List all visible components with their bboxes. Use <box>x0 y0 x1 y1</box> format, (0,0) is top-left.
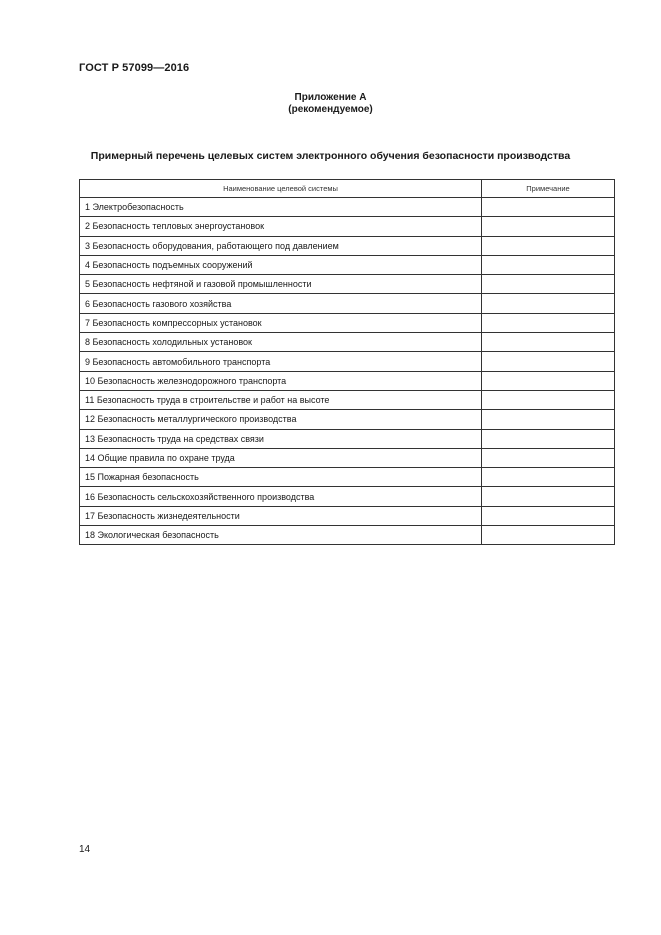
note-cell <box>482 236 615 255</box>
table-row <box>80 506 615 525</box>
table-row <box>80 468 615 487</box>
table-row <box>80 526 615 545</box>
column-header-name: Наименование целевой системы <box>80 180 482 198</box>
note-cell <box>482 294 615 313</box>
table-row <box>80 448 615 467</box>
target-systems-table <box>79 179 615 545</box>
system-name-cell: 6 Безопасность газового хозяйства <box>80 294 482 313</box>
system-name-cell: 8 Безопасность холодильных установок <box>80 333 482 352</box>
table-row <box>80 487 615 506</box>
page-number: 14 <box>79 844 91 855</box>
system-name-cell: 14 Общие правила по охране труда <box>80 448 482 467</box>
table-row <box>80 217 615 236</box>
note-cell <box>482 371 615 390</box>
note-cell <box>482 429 615 448</box>
note-cell <box>482 352 615 371</box>
system-name-cell: 15 Пожарная безопасность <box>80 468 482 487</box>
table-row <box>80 275 615 294</box>
table-row <box>80 313 615 332</box>
column-header-note: Примечание <box>482 180 615 198</box>
system-name-cell: 3 Безопасность оборудования, работающего под давлением <box>80 236 482 255</box>
note-cell <box>482 448 615 467</box>
note-cell <box>482 468 615 487</box>
table-row <box>80 333 615 352</box>
table-row <box>80 390 615 409</box>
note-cell <box>482 255 615 274</box>
document-header: ГОСТ Р 57099—2016 <box>79 62 190 74</box>
appendix-title: Приложение А <box>294 92 367 103</box>
note-cell <box>482 313 615 332</box>
table-header-row <box>80 180 615 198</box>
system-name-cell: 11 Безопасность труда в строительстве и работ на высоте <box>80 390 482 409</box>
table-row <box>80 371 615 390</box>
table-body <box>80 198 615 545</box>
section-title: Примерный перечень целевых систем электронного обучения безопасности производства <box>90 150 571 162</box>
system-name-cell: 5 Безопасность нефтяной и газовой промышленности <box>80 275 482 294</box>
system-name-cell: 7 Безопасность компрессорных установок <box>80 313 482 332</box>
system-name-cell: 9 Безопасность автомобильного транспорта <box>80 352 482 371</box>
table-row <box>80 352 615 371</box>
system-name-cell: 2 Безопасность тепловых энергоустановок <box>80 217 482 236</box>
table-row <box>80 410 615 429</box>
table-row <box>80 294 615 313</box>
note-cell <box>482 526 615 545</box>
table-row <box>80 198 615 217</box>
note-cell <box>482 333 615 352</box>
note-cell <box>482 410 615 429</box>
appendix-heading <box>0 92 661 116</box>
note-cell <box>482 217 615 236</box>
system-name-cell: 18 Экологическая безопасность <box>80 526 482 545</box>
note-cell <box>482 275 615 294</box>
note-cell <box>482 487 615 506</box>
note-cell <box>482 198 615 217</box>
system-name-cell: 4 Безопасность подъемных сооружений <box>80 255 482 274</box>
system-name-cell: 13 Безопасность труда на средствах связи <box>80 429 482 448</box>
system-name-cell: 1 Электробезопасность <box>80 198 482 217</box>
system-name-cell: 16 Безопасность сельскохозяйственного производства <box>80 487 482 506</box>
system-name-cell: 12 Безопасность металлургического производства <box>80 410 482 429</box>
table-row <box>80 236 615 255</box>
note-cell <box>482 506 615 525</box>
note-cell <box>482 390 615 409</box>
table-row <box>80 429 615 448</box>
system-name-cell: 17 Безопасность жизнедеятельности <box>80 506 482 525</box>
table-row <box>80 255 615 274</box>
appendix-status: (рекомендуемое) <box>288 104 373 115</box>
system-name-cell: 10 Безопасность железнодорожного транспорта <box>80 371 482 390</box>
